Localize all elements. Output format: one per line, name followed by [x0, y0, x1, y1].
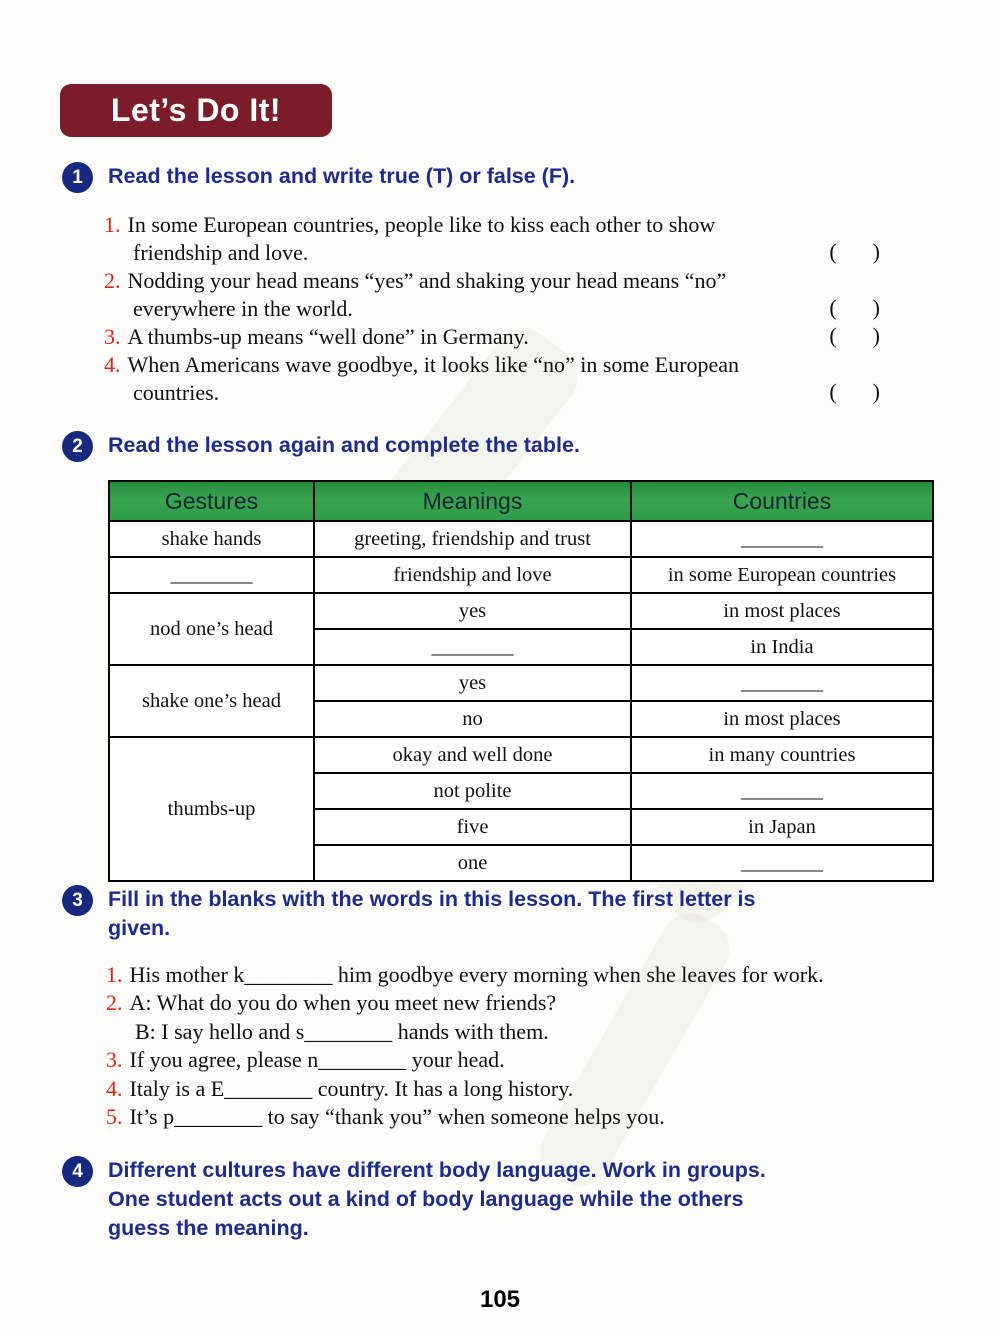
cell-meaning: no	[314, 701, 631, 737]
cell-country: in most places	[631, 701, 933, 737]
item-text: A thumbs-up means “well done” in Germany.	[127, 324, 529, 349]
answer-parentheses: ( )	[829, 295, 880, 320]
answer-parentheses: ( )	[829, 239, 880, 264]
true-false-item	[104, 267, 890, 323]
cell-country-blank: ________	[631, 773, 933, 809]
exercise3-item-list	[106, 961, 952, 1131]
true-false-item	[104, 323, 890, 351]
cell-gesture: shake hands	[109, 521, 314, 557]
page-number: 105	[479, 1286, 521, 1313]
table-header-row	[109, 481, 933, 521]
exercise4-heading	[62, 1156, 766, 1243]
exercise1-item-list	[104, 211, 890, 407]
cell-country: in many countries	[631, 737, 933, 773]
item-text: everywhere in the world.	[133, 296, 353, 321]
cell-country-blank: ________	[631, 665, 933, 701]
answer-parentheses: ( )	[829, 379, 880, 404]
exercise2-title: Read the lesson again and complete the table.	[108, 433, 580, 457]
cell-country: in some European countries	[631, 557, 933, 593]
item-number: 4.	[104, 352, 121, 377]
item-text: Nodding your head means “yes” and shaking your head means “no”	[127, 268, 727, 293]
item-number: 5.	[106, 1104, 123, 1130]
cell-country: in India	[631, 629, 933, 665]
table-header-gestures: Gestures	[109, 481, 314, 521]
cell-meaning: one	[314, 845, 631, 881]
cell-gesture: shake one’s head	[109, 665, 314, 737]
cell-gesture: nod one’s head	[109, 593, 314, 665]
true-false-item	[104, 351, 890, 407]
fill-blank-item	[106, 1075, 952, 1103]
item-text: It’s p________ to say “thank you” when someone helps you.	[129, 1104, 665, 1130]
fill-blank-item	[106, 1046, 952, 1074]
gestures-table	[108, 480, 934, 882]
table-header-meanings: Meanings	[314, 481, 631, 521]
fill-blank-item	[106, 1103, 952, 1131]
cell-meaning: not polite	[314, 773, 631, 809]
item-number: 1.	[104, 212, 121, 237]
fill-blank-item	[106, 961, 952, 989]
exercise1-title: Read the lesson and write true (T) or false (F).	[108, 164, 576, 188]
cell-country: in most places	[631, 593, 933, 629]
table-header-countries: Countries	[631, 481, 933, 521]
answer-parentheses: ( )	[829, 323, 880, 348]
exercise3-title: Fill in the blanks with the words in this lesson. The first letter is given.	[108, 887, 756, 940]
exercise4-title: Different cultures have different body language. Work in groups. One student acts out a kind of body language while the others guess the meaning.	[108, 1158, 766, 1240]
item-text: When Americans wave goodbye, it looks like “no” in some European	[127, 352, 740, 377]
item-number: 2.	[106, 990, 123, 1016]
item-number: 4.	[106, 1075, 123, 1101]
table-row	[109, 593, 933, 629]
cell-gesture-blank: ________	[109, 557, 314, 593]
banner-label: Let’s Do It!	[110, 92, 282, 128]
cell-gesture: thumbs-up	[109, 737, 314, 881]
lets-do-it-banner	[60, 84, 332, 137]
cell-country-blank: ________	[631, 521, 933, 557]
item-number: 1.	[106, 962, 123, 987]
exercise4-number-badge: 4	[62, 1156, 93, 1187]
item-text: In some European countries, people like to kiss each other to show	[127, 212, 716, 237]
cell-meaning-blank: ________	[314, 629, 631, 665]
true-false-item	[104, 211, 890, 267]
table-row	[109, 665, 933, 701]
cell-meaning: greeting, friendship and trust	[314, 521, 631, 557]
cell-country-blank: ________	[631, 845, 933, 881]
table-row	[109, 737, 933, 773]
cell-country: in Japan	[631, 809, 933, 845]
item-text: friendship and love.	[133, 240, 309, 265]
table-row	[109, 521, 933, 557]
item-number: 3.	[104, 324, 121, 349]
item-text: countries.	[133, 380, 220, 405]
item-text: A: What do you do when you meet new friends?	[129, 990, 557, 1016]
cell-meaning: okay and well done	[314, 737, 631, 773]
item-number: 3.	[106, 1047, 123, 1073]
item-text: If you agree, please n________ your head.	[129, 1047, 505, 1073]
exercise2-number-badge: 2	[62, 431, 93, 462]
exercise3-number-badge: 3	[62, 885, 93, 916]
table-row	[109, 557, 933, 593]
item-text: B: I say hello and s________ hands with them.	[135, 1018, 549, 1044]
item-text: His mother k________ him goodbye every morning when she leaves for work.	[129, 962, 824, 987]
fill-blank-item	[106, 989, 952, 1046]
item-number: 2.	[104, 268, 121, 293]
item-text: Italy is a E________ country. It has a long history.	[129, 1075, 574, 1101]
exercise2-heading	[62, 431, 580, 462]
cell-meaning: five	[314, 809, 631, 845]
cell-meaning: yes	[314, 593, 631, 629]
cell-meaning: yes	[314, 665, 631, 701]
exercise3-heading	[62, 885, 756, 943]
cell-meaning: friendship and love	[314, 557, 631, 593]
exercise1-number-badge: 1	[62, 162, 93, 193]
exercise1-heading	[62, 162, 575, 193]
